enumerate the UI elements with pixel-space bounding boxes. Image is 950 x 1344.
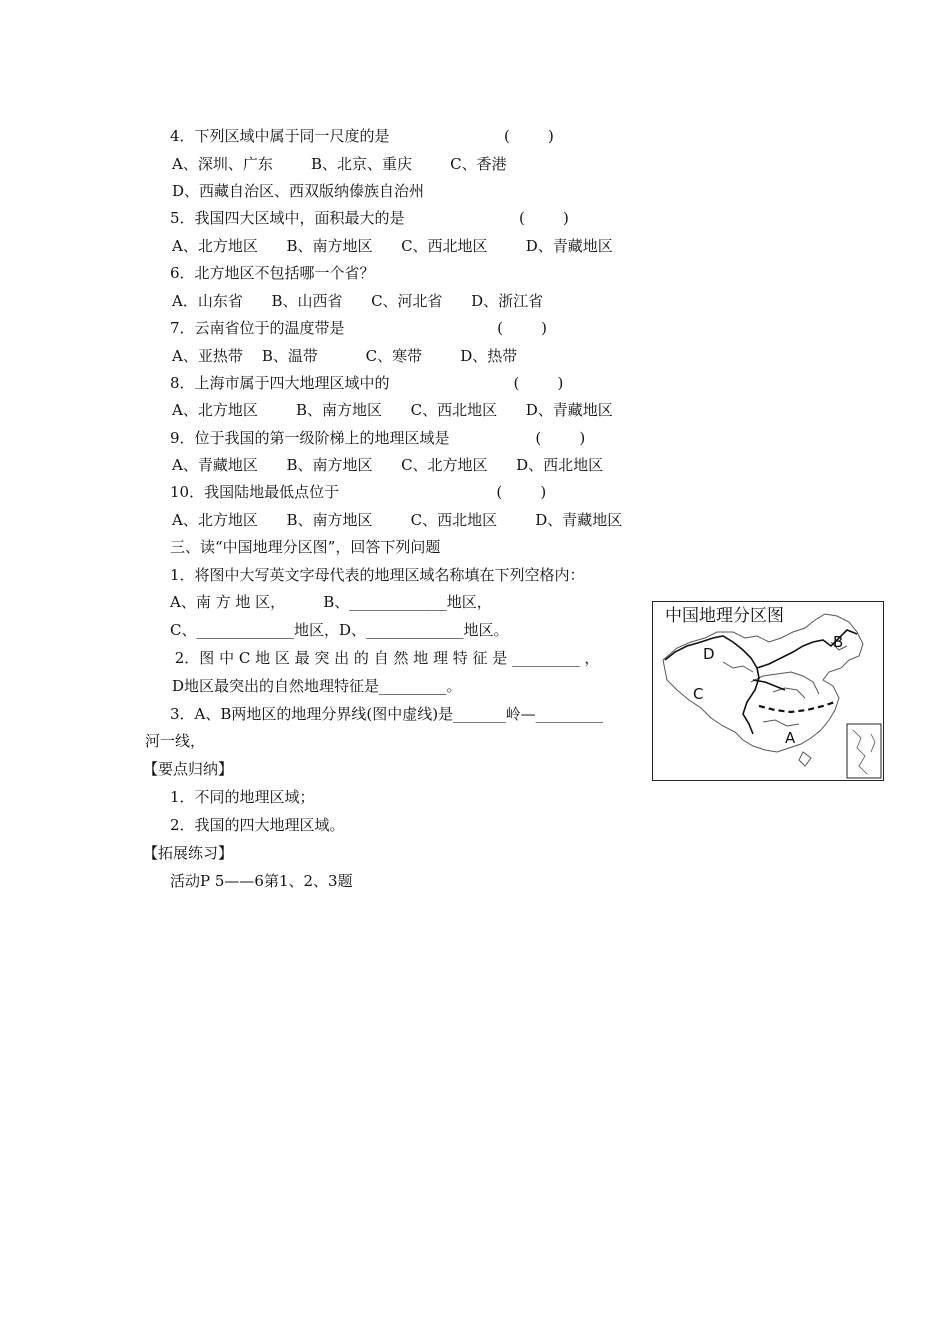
china-region-map bbox=[646, 599, 888, 785]
key-point-1: 1．不同的地理区域； bbox=[170, 788, 315, 806]
extension-activity: 活动P 5——6第1、2、3题 bbox=[170, 872, 353, 890]
q8-options: A、北方地区 B、南方地区 C、西北地区 D、青藏地区 bbox=[172, 401, 613, 419]
q8-stem: 8．上海市属于四大地理区域中的 ( ) bbox=[170, 374, 564, 392]
q6-options: A．山东省 B、山西省 C、河北省 D、浙江省 bbox=[172, 292, 544, 310]
q4-option-d: D、西藏自治区、西双版纳傣族自治州 bbox=[172, 182, 425, 200]
q9-options: A、青藏地区 B、南方地区 C、北方地区 D、西北地区 bbox=[172, 456, 604, 474]
map-frame bbox=[652, 601, 884, 781]
map-label-a: A bbox=[785, 729, 796, 747]
q7-options: A、亚热带 B、温带 C、寒带 D、热带 bbox=[172, 347, 518, 365]
map-label-d: D bbox=[703, 645, 715, 663]
s3-q3-line-1: 3．A、B两地区的地理分界线(图中虚线)是_______岭—_________ bbox=[170, 705, 604, 723]
q5-options: A、北方地区 B、南方地区 C、西北地区 D、青藏地区 bbox=[172, 237, 613, 255]
s3-q1-line-cd: C、_____________地区，D、_____________地区。 bbox=[170, 621, 509, 639]
map-outline bbox=[653, 602, 883, 780]
s3-q2-line-2: D地区最突出的自然地理特征是_________。 bbox=[172, 677, 462, 695]
s3-q1-stem: 1．将图中大写英文字母代表的地理区域名称填在下列空格内： bbox=[170, 566, 585, 584]
map-label-b: B bbox=[833, 633, 844, 651]
q4-stem: 4．下列区域中属于同一尺度的是 ( ) bbox=[170, 127, 554, 145]
q6-stem: 6．北方地区不包括哪一个省？ bbox=[170, 264, 375, 282]
q10-stem: 10．我国陆地最低点位于 ( ) bbox=[170, 483, 547, 501]
s3-q3-line-2: 河一线， bbox=[145, 732, 206, 750]
extension-heading: 【拓展练习】 bbox=[143, 844, 234, 862]
map-title: 中国地理分区图 bbox=[665, 606, 784, 626]
q10-options: A、北方地区 B、南方地区 C、西北地区 D、青藏地区 bbox=[172, 511, 623, 529]
q4-options: A、深圳、广东 B、北京、重庆 C、香港 bbox=[172, 155, 507, 173]
s3-q1-line-ab: A、南 方 地 区， B、_____________地区， bbox=[170, 593, 492, 611]
key-point-2: 2．我国的四大地理区域。 bbox=[170, 816, 345, 834]
q7-stem: 7．云南省位于的温度带是 ( ) bbox=[170, 319, 547, 337]
section-3-heading: 三、读“中国地理分区图”，回答下列问题 bbox=[170, 538, 441, 556]
q9-stem: 9．位于我国的第一级阶梯上的地理区域是 ( ) bbox=[170, 429, 586, 447]
s3-q2-line-1: 2．图 中 C 地 区 最 突 出 的 自 然 地 理 特 征 是 _________ ， bbox=[170, 649, 600, 667]
key-points-heading: 【要点归纳】 bbox=[143, 760, 234, 778]
q5-stem: 5．我国四大区域中，面积最大的是 ( ) bbox=[170, 209, 569, 227]
map-label-c: C bbox=[693, 685, 704, 703]
